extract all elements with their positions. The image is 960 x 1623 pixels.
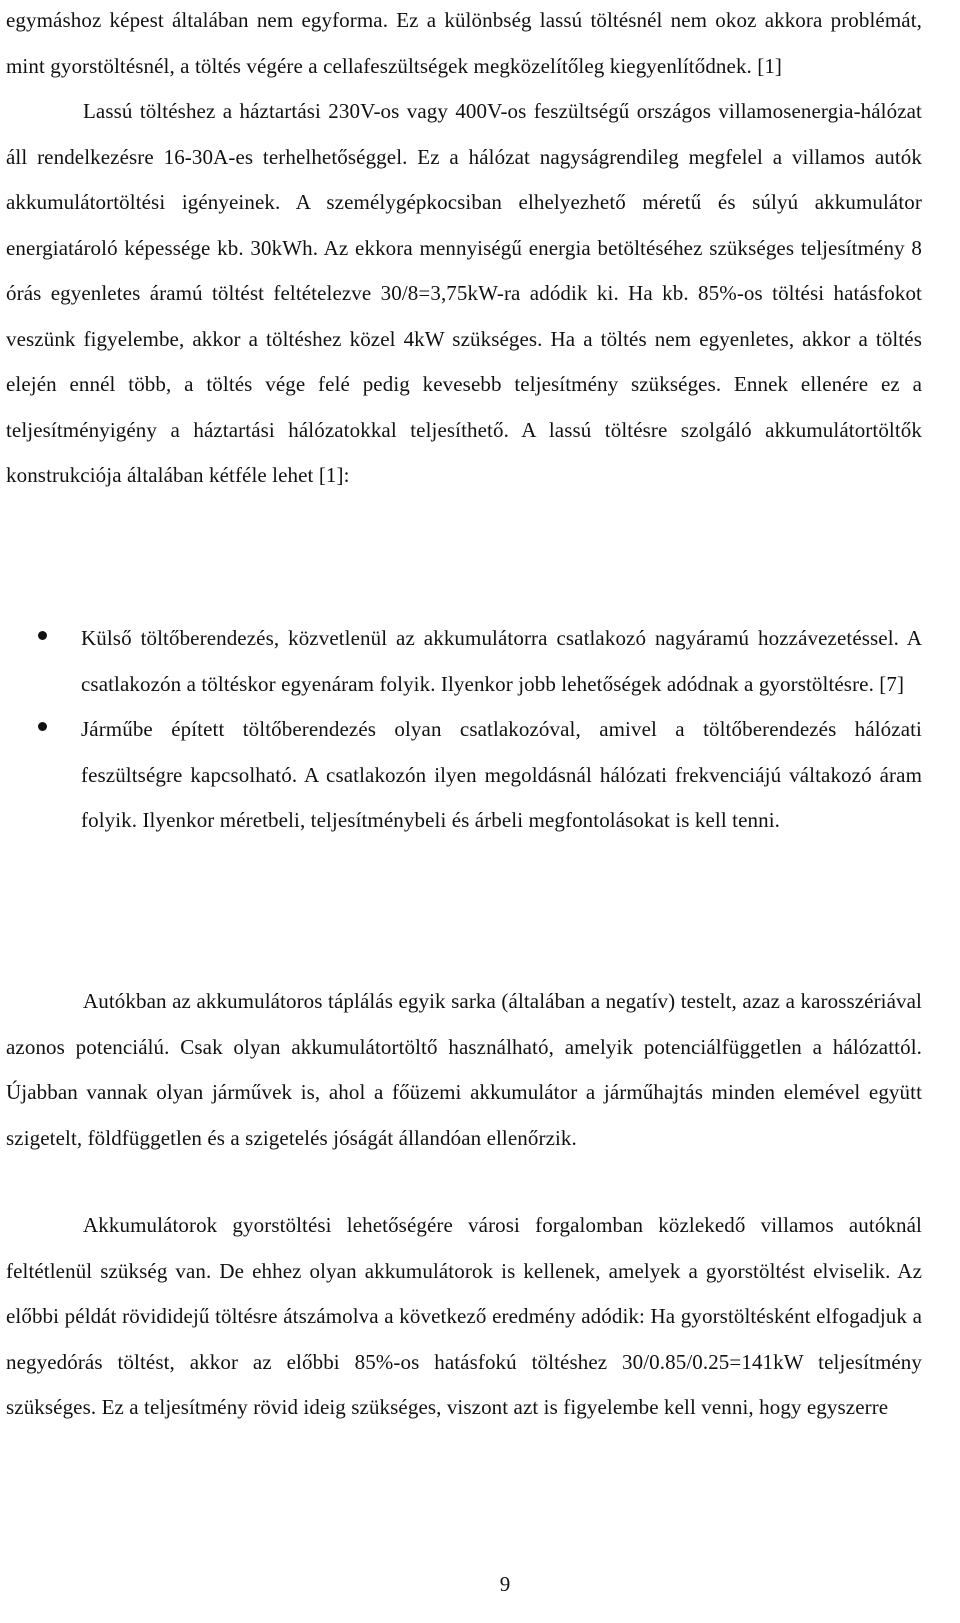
text-block-top — [6, 0, 922, 499]
bullet-icon — [38, 722, 47, 731]
page-number: 9 — [499, 1572, 511, 1596]
text-block-isolation — [6, 979, 922, 1161]
paragraph-slow-charging: Lassú töltéshez a háztartási 230V-os vagy 400V-os feszültségű országos villamosenergia-hálózat áll rendelkezésre 16-30A-es terhelhetőséggel. Ez a hálózat nagyságrendileg megfelel a villamos autók akkumulátortöltési igényeinek. A személygépkocsiban elhelyezhető méretű és súlyú akkumulátor energiatároló képessége kb. 30kWh. Az ekkora mennyiségű energia betöltéséhez szükséges teljesítmény 8 órás egyenletes áramú töltést feltételezve 30/8=3,75kW-ra adódik ki. Ha kb. 85%-os töltési hatásfokot veszünk figyelembe, akkor a töltéshez közel 4kW szükséges. Ha a töltés nem egyenletes, akkor a töltés elején ennél több, a töltés vége felé pedig kevesebb teljesítmény szükséges. Ennek ellenére ez a teljesítményigény a háztartási hálózatokkal teljesíthető. A lassú töltésre szolgáló akkumulátortöltők konstrukciója általában kétféle lehet [1]: — [6, 99, 922, 487]
charger-types-list — [6, 616, 922, 844]
paragraph-fast-charging: Akkumulátorok gyorstöltési lehetőségére városi forgalomban közlekedő villamos autóknál feltétlenül szükség van. De ehhez olyan akkumulátorok is kellenek, amelyek a gyorstöltést elviselik. Az előbbi példát rövididejű töltésre átszámolva a következő eredmény adódik: Ha gyorstöltésként elfogadjuk a negyedórás töltést, akkor az előbbi 85%-os hatásfokú töltéshez 30/0.85/0.25=141kW teljesítmény szükséges. Ez a teljesítmény rövid ideig szükséges, viszont azt is figyelembe kell venni, hogy egyszerre — [6, 1213, 922, 1419]
list-item — [6, 616, 922, 707]
text-block-fast-charging — [6, 1203, 922, 1431]
list-item-text: Külső töltőberendezés, közvetlenül az akkumulátorra csatlakozó nagyáramú hozzávezetéssel. A csatlakozón a töltéskor egyenáram folyik. Ilyenkor jobb lehetőségek adódnak a gyorstöltésre. [7] — [81, 626, 922, 696]
paragraph-intro: egymáshoz képest általában nem egyforma. Ez a különbség lassú töltésnél nem okoz akkora problémát, mint gyorstöltésnél, a töltés végére a cellafeszültségek megközelítőleg kiegyenlítődnek. [1] — [6, 8, 922, 78]
list-item-text: Járműbe épített töltőberendezés olyan csatlakozóval, amivel a töltőberendezés hálózati feszültségre kapcsolható. A csatlakozón ilyen megoldásnál hálózati frekvenciájú váltakozó áram folyik. Ilyenkor méretbeli, teljesítménybeli és árbeli megfontolásokat is kell tenni. — [81, 717, 922, 832]
bullet-icon — [38, 631, 47, 640]
list-item — [6, 707, 922, 844]
paragraph-isolation: Autókban az akkumulátoros táplálás egyik sarka (általában a negatív) testelt, azaz a karosszériával azonos potenciálú. Csak olyan akkumulátortöltő használható, amelyik potenciálfüggetlen a hálózattól. Újabban vannak olyan járművek is, ahol a főüzemi akkumulátor a járműhajtás minden elemével együtt szigetelt, földfüggetlen és a szigetelés jóságát állandóan ellenőrzik. — [6, 989, 922, 1150]
document-page — [6, 0, 922, 1623]
